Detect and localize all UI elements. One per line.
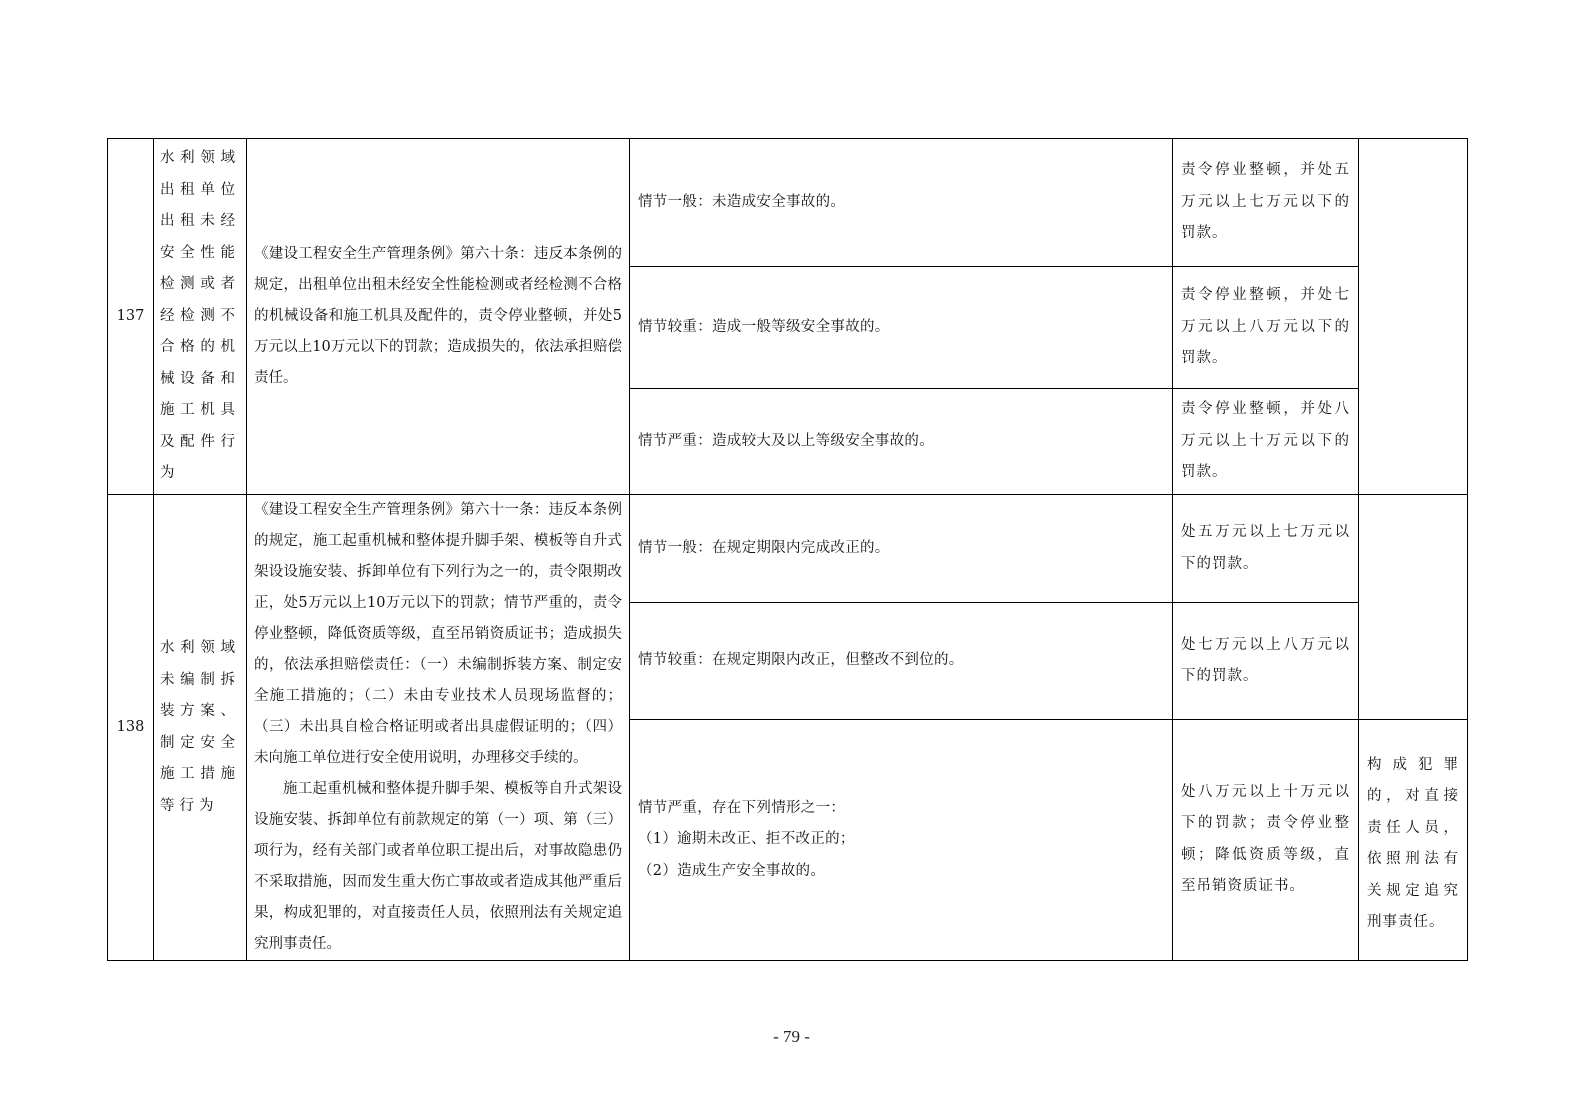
situation-item: （1）逾期未改正、拒不改正的； <box>638 831 855 848</box>
remark-cell <box>1359 139 1468 495</box>
situation-level: 情节一般：未造成安全事故的。 <box>630 139 1173 267</box>
legal-basis-paragraph-1: 《建设工程安全生产管理条例》第六十一条：违反本条例的规定，施工起重机械和整体提升脚手架、模板等自升式架设设施安装、拆卸单位有下列行为之一的，责令限期改正，处5万元以上10万元以下的罚款；情节严重的，责令停业整顿，降低资质等级，直至吊销资质证书；造成损失的，依法承担赔偿责任：（一）未编制拆装方案、制定安全施工措施的；（二）未由专业技术人员现场监督的；（三）未出具自检合格证明或者出具虚假证明的；（四）未向施工单位进行安全使用说明，办理移交手续的。 <box>254 502 622 766</box>
penalty-standard: 责令停业整顿，并处八万元以上十万元以下的罚款。 <box>1173 389 1359 495</box>
violation-category: 水利领域出租单位出租未经安全性能检测或者经检测不合格的机械设备和施工机具及配件行为 <box>154 139 247 495</box>
penalty-standard: 责令停业整顿，并处七万元以上八万元以下的罚款。 <box>1173 267 1359 389</box>
situation-item: （2）造成生产安全事故的。 <box>638 862 826 879</box>
situation-intro: 情节严重，存在下列情形之一： <box>638 799 846 816</box>
remark-cell <box>1359 495 1468 720</box>
situation-level: 情节较重：在规定期限内改正，但整改不到位的。 <box>630 603 1173 720</box>
penalty-standard: 处五万元以上七万元以下的罚款。 <box>1173 495 1359 603</box>
penalty-standard-table <box>107 138 1468 961</box>
legal-basis: 《建设工程安全生产管理条例》第六十条：违反本条例的规定，出租单位出租未经安全性能检测或者经检测不合格的机械设备和施工机具及配件的，责令停业整顿，并处5万元以上10万元以下的罚款；造成损失的，依法承担赔偿责任。 <box>247 139 630 495</box>
situation-level <box>630 719 1173 960</box>
situation-level: 情节较重：造成一般等级安全事故的。 <box>630 267 1173 389</box>
entry-number: 138 <box>108 495 154 961</box>
violation-category: 水利领域未编制拆装方案、制定安全施工措施等行为 <box>154 495 247 961</box>
situation-level: 情节一般：在规定期限内完成改正的。 <box>630 495 1173 603</box>
legal-basis-paragraph-2: 施工起重机械和整体提升脚手架、模板等自升式架设设施安装、拆卸单位有前款规定的第（一）项、第（三）项行为，经有关部门或者单位职工提出后，对事故隐患仍不采取措施，因而发生重大伤亡事故或者造成其他严重后果，构成犯罪的，对直接责任人员，依照刑法有关规定追究刑事责任。 <box>254 781 622 952</box>
penalty-standard: 处八万元以上十万元以下的罚款；责令停业整顿；降低资质等级，直至吊销资质证书。 <box>1173 719 1359 960</box>
remark-cell: 构成犯罪的，对直接责任人员，依照刑法有关规定追究刑事责任。 <box>1359 719 1468 960</box>
penalty-standard: 责令停业整顿，并处五万元以上七万元以下的罚款。 <box>1173 139 1359 267</box>
penalty-standard: 处七万元以上八万元以下的罚款。 <box>1173 603 1359 720</box>
entry-number: 137 <box>108 139 154 495</box>
situation-level: 情节严重：造成较大及以上等级安全事故的。 <box>630 389 1173 495</box>
legal-basis <box>247 495 630 961</box>
table-row <box>108 139 1468 267</box>
table-row <box>108 495 1468 603</box>
page-number: - 79 - <box>773 1027 810 1046</box>
